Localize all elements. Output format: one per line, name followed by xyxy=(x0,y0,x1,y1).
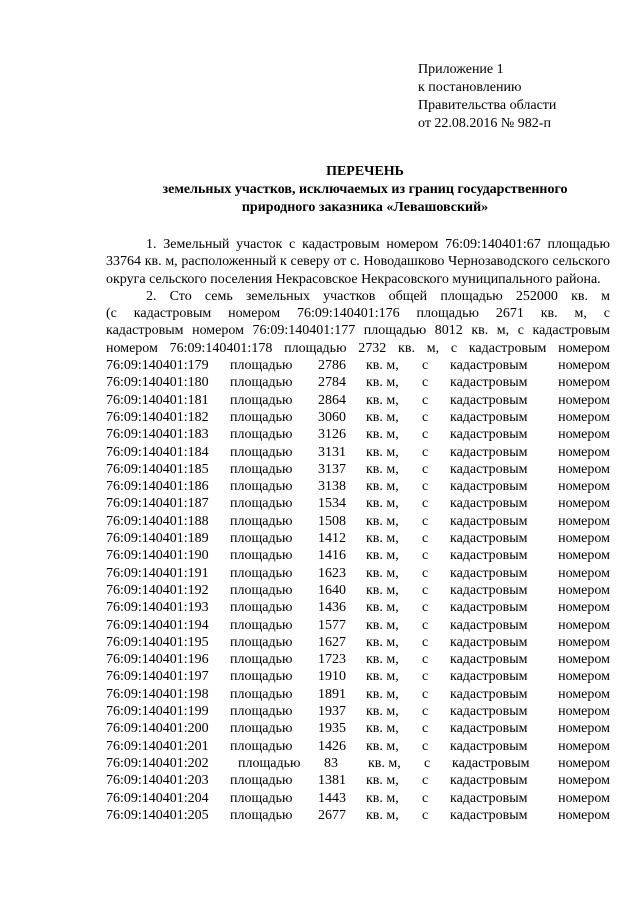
list-item xyxy=(106,565,610,582)
list-item xyxy=(106,790,610,807)
area-value: 1412 xyxy=(318,531,346,547)
list-item xyxy=(106,426,610,443)
unit-label: кв. м, xyxy=(366,479,399,495)
number-label: номером xyxy=(558,686,610,702)
with-label: с xyxy=(422,704,429,720)
unit-label: кв. м, xyxy=(366,358,399,374)
area-label: площадью xyxy=(230,738,293,754)
area-label: площадью xyxy=(230,704,293,720)
list-item xyxy=(106,617,610,634)
cadastral-label: кадастровым xyxy=(450,565,528,581)
number-label: номером xyxy=(558,704,610,720)
area-value: 2786 xyxy=(318,358,346,374)
unit-label: кв. м, xyxy=(366,773,399,789)
list-item xyxy=(106,513,610,530)
area-label: площадью xyxy=(230,444,293,460)
number-label: номером xyxy=(558,565,610,581)
unit-label: кв. м, xyxy=(366,582,399,598)
cadastral-label: кадастровым xyxy=(450,721,528,737)
with-label: с xyxy=(422,721,429,737)
area-value: 3060 xyxy=(318,409,346,425)
cadastral-label: кадастровым xyxy=(450,479,528,495)
paragraph-2-line: кадастровым номером 76:09:140401:177 площадью 8012 кв. м, с кадастровым xyxy=(106,323,610,339)
number-label: номером xyxy=(558,409,610,425)
cadastral-number: 76:09:140401:203 xyxy=(106,773,209,789)
with-label: с xyxy=(422,686,429,702)
with-label: с xyxy=(422,807,429,823)
cadastral-label: кадастровым xyxy=(450,669,528,685)
area-label: площадью xyxy=(230,358,293,374)
unit-label: кв. м, xyxy=(366,600,399,616)
area-value: 1937 xyxy=(318,704,346,720)
with-label: с xyxy=(422,409,429,425)
area-value: 1534 xyxy=(318,496,346,512)
title-line: земельных участков, исключаемых из границ государственного xyxy=(162,182,568,197)
cadastral-label: кадастровым xyxy=(450,409,528,425)
area-value: 3137 xyxy=(318,461,346,477)
number-label: номером xyxy=(558,634,610,650)
list-item xyxy=(106,686,610,703)
unit-label: кв. м, xyxy=(366,392,399,408)
area-label: площадью xyxy=(230,461,293,477)
cadastral-label: кадастровым xyxy=(450,496,528,512)
unit-label: кв. м, xyxy=(366,617,399,633)
cadastral-label: кадастровым xyxy=(450,790,528,806)
unit-label: кв. м, xyxy=(366,669,399,685)
cadastral-label: кадастровым xyxy=(450,807,528,823)
area-label: площадью xyxy=(230,773,293,789)
list-item xyxy=(106,582,610,599)
unit-label: кв. м, xyxy=(366,496,399,512)
area-value: 1443 xyxy=(318,790,346,806)
unit-label: кв. м, xyxy=(366,704,399,720)
area-value: 1381 xyxy=(318,773,346,789)
with-label: с xyxy=(422,513,429,529)
with-label: с xyxy=(422,600,429,616)
list-item xyxy=(106,807,610,824)
cadastral-label: кадастровым xyxy=(450,461,528,477)
cadastral-label: кадастровым xyxy=(450,600,528,616)
appendix-block xyxy=(418,61,556,133)
area-value: 1640 xyxy=(318,582,346,598)
area-value: 1508 xyxy=(318,513,346,529)
unit-label: кв. м, xyxy=(366,444,399,460)
unit-label: кв. м, xyxy=(368,755,401,771)
area-value: 3138 xyxy=(318,479,346,495)
number-label: номером xyxy=(558,582,610,598)
cadastral-label: кадастровым xyxy=(450,704,528,720)
area-label: площадью xyxy=(230,531,293,547)
number-label: номером xyxy=(558,392,610,408)
unit-label: кв. м, xyxy=(366,634,399,650)
area-value: 1723 xyxy=(318,652,346,668)
number-label: номером xyxy=(558,738,610,754)
with-label: с xyxy=(422,669,429,685)
cadastral-number: 76:09:140401:196 xyxy=(106,652,209,668)
number-label: номером xyxy=(558,461,610,477)
list-item xyxy=(106,392,610,409)
number-label: номером xyxy=(558,721,610,737)
with-label: с xyxy=(422,565,429,581)
cadastral-number: 76:09:140401:195 xyxy=(106,634,209,650)
area-value: 2677 xyxy=(318,807,346,823)
area-label: площадью xyxy=(230,513,293,529)
cadastral-label: кадастровым xyxy=(450,686,528,702)
with-label: с xyxy=(422,582,429,598)
list-item xyxy=(106,478,610,495)
cadastral-number: 76:09:140401:200 xyxy=(106,721,209,737)
with-label: с xyxy=(422,548,429,564)
area-label: площадью xyxy=(230,392,293,408)
unit-label: кв. м, xyxy=(366,686,399,702)
area-label: площадью xyxy=(230,548,293,564)
area-label: площадью xyxy=(230,686,293,702)
cadastral-label: кадастровым xyxy=(450,358,528,374)
appendix-line: Приложение 1 xyxy=(418,62,504,77)
with-label: с xyxy=(422,738,429,754)
area-value: 1627 xyxy=(318,634,346,650)
list-item xyxy=(106,409,610,426)
area-value: 2784 xyxy=(318,375,346,391)
area-value: 2864 xyxy=(318,392,346,408)
number-label: номером xyxy=(558,444,610,460)
title-line: природного заказника «Левашовский» xyxy=(241,200,489,215)
unit-label: кв. м, xyxy=(366,790,399,806)
unit-label: кв. м, xyxy=(366,513,399,529)
unit-label: кв. м, xyxy=(366,548,399,564)
list-item xyxy=(106,599,610,616)
area-label: площадью xyxy=(230,582,293,598)
area-label: площадью xyxy=(230,790,293,806)
with-label: с xyxy=(422,773,429,789)
cadastral-number: 76:09:140401:205 xyxy=(106,807,209,823)
area-label: площадью xyxy=(230,652,293,668)
area-label: площадью xyxy=(230,479,293,495)
with-label: с xyxy=(422,479,429,495)
cadastral-number: 76:09:140401:192 xyxy=(106,582,209,598)
list-item xyxy=(106,530,610,547)
area-label: площадью xyxy=(238,755,301,771)
cadastral-number: 76:09:140401:204 xyxy=(106,790,209,806)
list-item xyxy=(106,357,610,374)
area-value: 3131 xyxy=(318,444,346,460)
unit-label: кв. м, xyxy=(366,409,399,425)
area-value: 1426 xyxy=(318,738,346,754)
area-label: площадью xyxy=(230,721,293,737)
area-label: площадью xyxy=(230,634,293,650)
with-label: с xyxy=(422,531,429,547)
number-label: номером xyxy=(558,531,610,547)
cadastral-label: кадастровым xyxy=(450,773,528,789)
area-label: площадью xyxy=(230,565,293,581)
with-label: с xyxy=(422,790,429,806)
paragraph-2-line: номером 76:09:140401:178 площадью 2732 кв. м, с кадастровым номером xyxy=(106,340,610,356)
cadastral-label: кадастровым xyxy=(450,513,528,529)
cadastral-number: 76:09:140401:184 xyxy=(106,444,209,460)
title-heading: ПЕРЕЧЕНЬ xyxy=(326,164,404,179)
cadastral-number: 76:09:140401:182 xyxy=(106,409,209,425)
cadastral-label: кадастровым xyxy=(450,548,528,564)
cadastral-label: кадастровым xyxy=(452,755,530,771)
area-value: 1416 xyxy=(318,548,346,564)
unit-label: кв. м, xyxy=(366,531,399,547)
document-body xyxy=(106,236,610,824)
with-label: с xyxy=(422,444,429,460)
area-label: площадью xyxy=(230,617,293,633)
cadastral-label: кадастровым xyxy=(450,392,528,408)
document-title xyxy=(100,163,630,217)
number-label: номером xyxy=(558,807,610,823)
cadastral-number: 76:09:140401:181 xyxy=(106,392,209,408)
area-value: 1623 xyxy=(318,565,346,581)
list-item xyxy=(106,668,610,685)
with-label: с xyxy=(422,427,429,443)
unit-label: кв. м, xyxy=(366,807,399,823)
number-label: номером xyxy=(558,790,610,806)
with-label: с xyxy=(422,375,429,391)
unit-label: кв. м, xyxy=(366,738,399,754)
cadastral-label: кадастровым xyxy=(450,738,528,754)
number-label: номером xyxy=(558,358,610,374)
unit-label: кв. м, xyxy=(366,565,399,581)
cadastral-number: 76:09:140401:201 xyxy=(106,738,209,754)
list-item xyxy=(106,720,610,737)
list-item xyxy=(106,738,610,755)
number-label: номером xyxy=(558,513,610,529)
unit-label: кв. м, xyxy=(366,375,399,391)
cadastral-number: 76:09:140401:180 xyxy=(106,375,209,391)
list-item xyxy=(106,461,610,478)
cadastral-number: 76:09:140401:198 xyxy=(106,686,209,702)
number-label: номером xyxy=(558,755,610,771)
number-label: номером xyxy=(558,773,610,789)
area-value: 1577 xyxy=(318,617,346,633)
unit-label: кв. м, xyxy=(366,461,399,477)
number-label: номером xyxy=(558,496,610,512)
cadastral-number: 76:09:140401:202 xyxy=(106,755,209,771)
appendix-line: Правительства области xyxy=(418,98,557,113)
area-label: площадью xyxy=(230,375,293,391)
list-item xyxy=(106,444,610,461)
list-item xyxy=(106,755,610,772)
area-value: 1910 xyxy=(318,669,346,685)
number-label: номером xyxy=(558,375,610,391)
list-item xyxy=(106,651,610,668)
with-label: с xyxy=(422,617,429,633)
cadastral-number: 76:09:140401:188 xyxy=(106,513,209,529)
area-value: 83 xyxy=(324,755,338,771)
list-item xyxy=(106,374,610,391)
cadastral-label: кадастровым xyxy=(450,427,528,443)
cadastral-number: 76:09:140401:199 xyxy=(106,704,209,720)
cadastral-label: кадастровым xyxy=(450,444,528,460)
appendix-line: к постановлению xyxy=(418,80,522,95)
area-label: площадью xyxy=(230,496,293,512)
area-value: 3126 xyxy=(318,427,346,443)
with-label: с xyxy=(422,392,429,408)
area-label: площадью xyxy=(230,427,293,443)
cadastral-number: 76:09:140401:179 xyxy=(106,358,209,374)
list-item xyxy=(106,703,610,720)
area-label: площадью xyxy=(230,669,293,685)
unit-label: кв. м, xyxy=(366,721,399,737)
area-label: площадью xyxy=(230,600,293,616)
with-label: с xyxy=(422,634,429,650)
cadastral-number: 76:09:140401:183 xyxy=(106,427,209,443)
cadastral-number: 76:09:140401:193 xyxy=(106,600,209,616)
list-item xyxy=(106,772,610,789)
cadastral-number: 76:09:140401:191 xyxy=(106,565,209,581)
area-value: 1935 xyxy=(318,721,346,737)
with-label: с xyxy=(422,461,429,477)
cadastral-number: 76:09:140401:189 xyxy=(106,531,209,547)
list-item xyxy=(106,634,610,651)
paragraph-1: 1. Земельный участок с кадастровым номером 76:09:140401:67 площадью 33764 кв. м, расположенный к северу от с. Новодашково Чернозаводского сельского округа сельского поселения Некрасовское Некрасовского муниципального района. xyxy=(106,237,610,287)
list-item xyxy=(106,495,610,512)
cadastral-number: 76:09:140401:194 xyxy=(106,617,209,633)
unit-label: кв. м, xyxy=(366,427,399,443)
paragraph-2-line: (с кадастровым номером 76:09:140401:176 площадью 2671 кв. м, с xyxy=(106,306,610,322)
area-value: 1891 xyxy=(318,686,346,702)
number-label: номером xyxy=(558,652,610,668)
number-label: номером xyxy=(558,669,610,685)
cadastral-number: 76:09:140401:186 xyxy=(106,479,209,495)
number-label: номером xyxy=(558,600,610,616)
paragraph-2-line: 2. Сто семь земельных участков общей площадью 252000 кв. м xyxy=(146,288,610,304)
number-label: номером xyxy=(558,479,610,495)
cadastral-number: 76:09:140401:187 xyxy=(106,496,209,512)
area-label: площадью xyxy=(230,807,293,823)
area-value: 1436 xyxy=(318,600,346,616)
cadastral-label: кадастровым xyxy=(450,634,528,650)
cadastral-number: 76:09:140401:190 xyxy=(106,548,209,564)
cadastral-label: кадастровым xyxy=(450,375,528,391)
cadastral-number: 76:09:140401:185 xyxy=(106,461,209,477)
cadastral-number: 76:09:140401:197 xyxy=(106,669,209,685)
with-label: с xyxy=(424,755,431,771)
unit-label: кв. м, xyxy=(366,652,399,668)
cadastral-label: кадастровым xyxy=(450,582,528,598)
with-label: с xyxy=(422,652,429,668)
number-label: номером xyxy=(558,617,610,633)
cadastral-label: кадастровым xyxy=(450,617,528,633)
with-label: с xyxy=(422,358,429,374)
cadastral-label: кадастровым xyxy=(450,531,528,547)
cadastral-label: кадастровым xyxy=(450,652,528,668)
appendix-line: от 22.08.2016 № 982-п xyxy=(418,116,551,131)
number-label: номером xyxy=(558,548,610,564)
number-label: номером xyxy=(558,427,610,443)
list-item xyxy=(106,547,610,564)
area-label: площадью xyxy=(230,409,293,425)
with-label: с xyxy=(422,496,429,512)
parcel-list xyxy=(106,357,610,824)
